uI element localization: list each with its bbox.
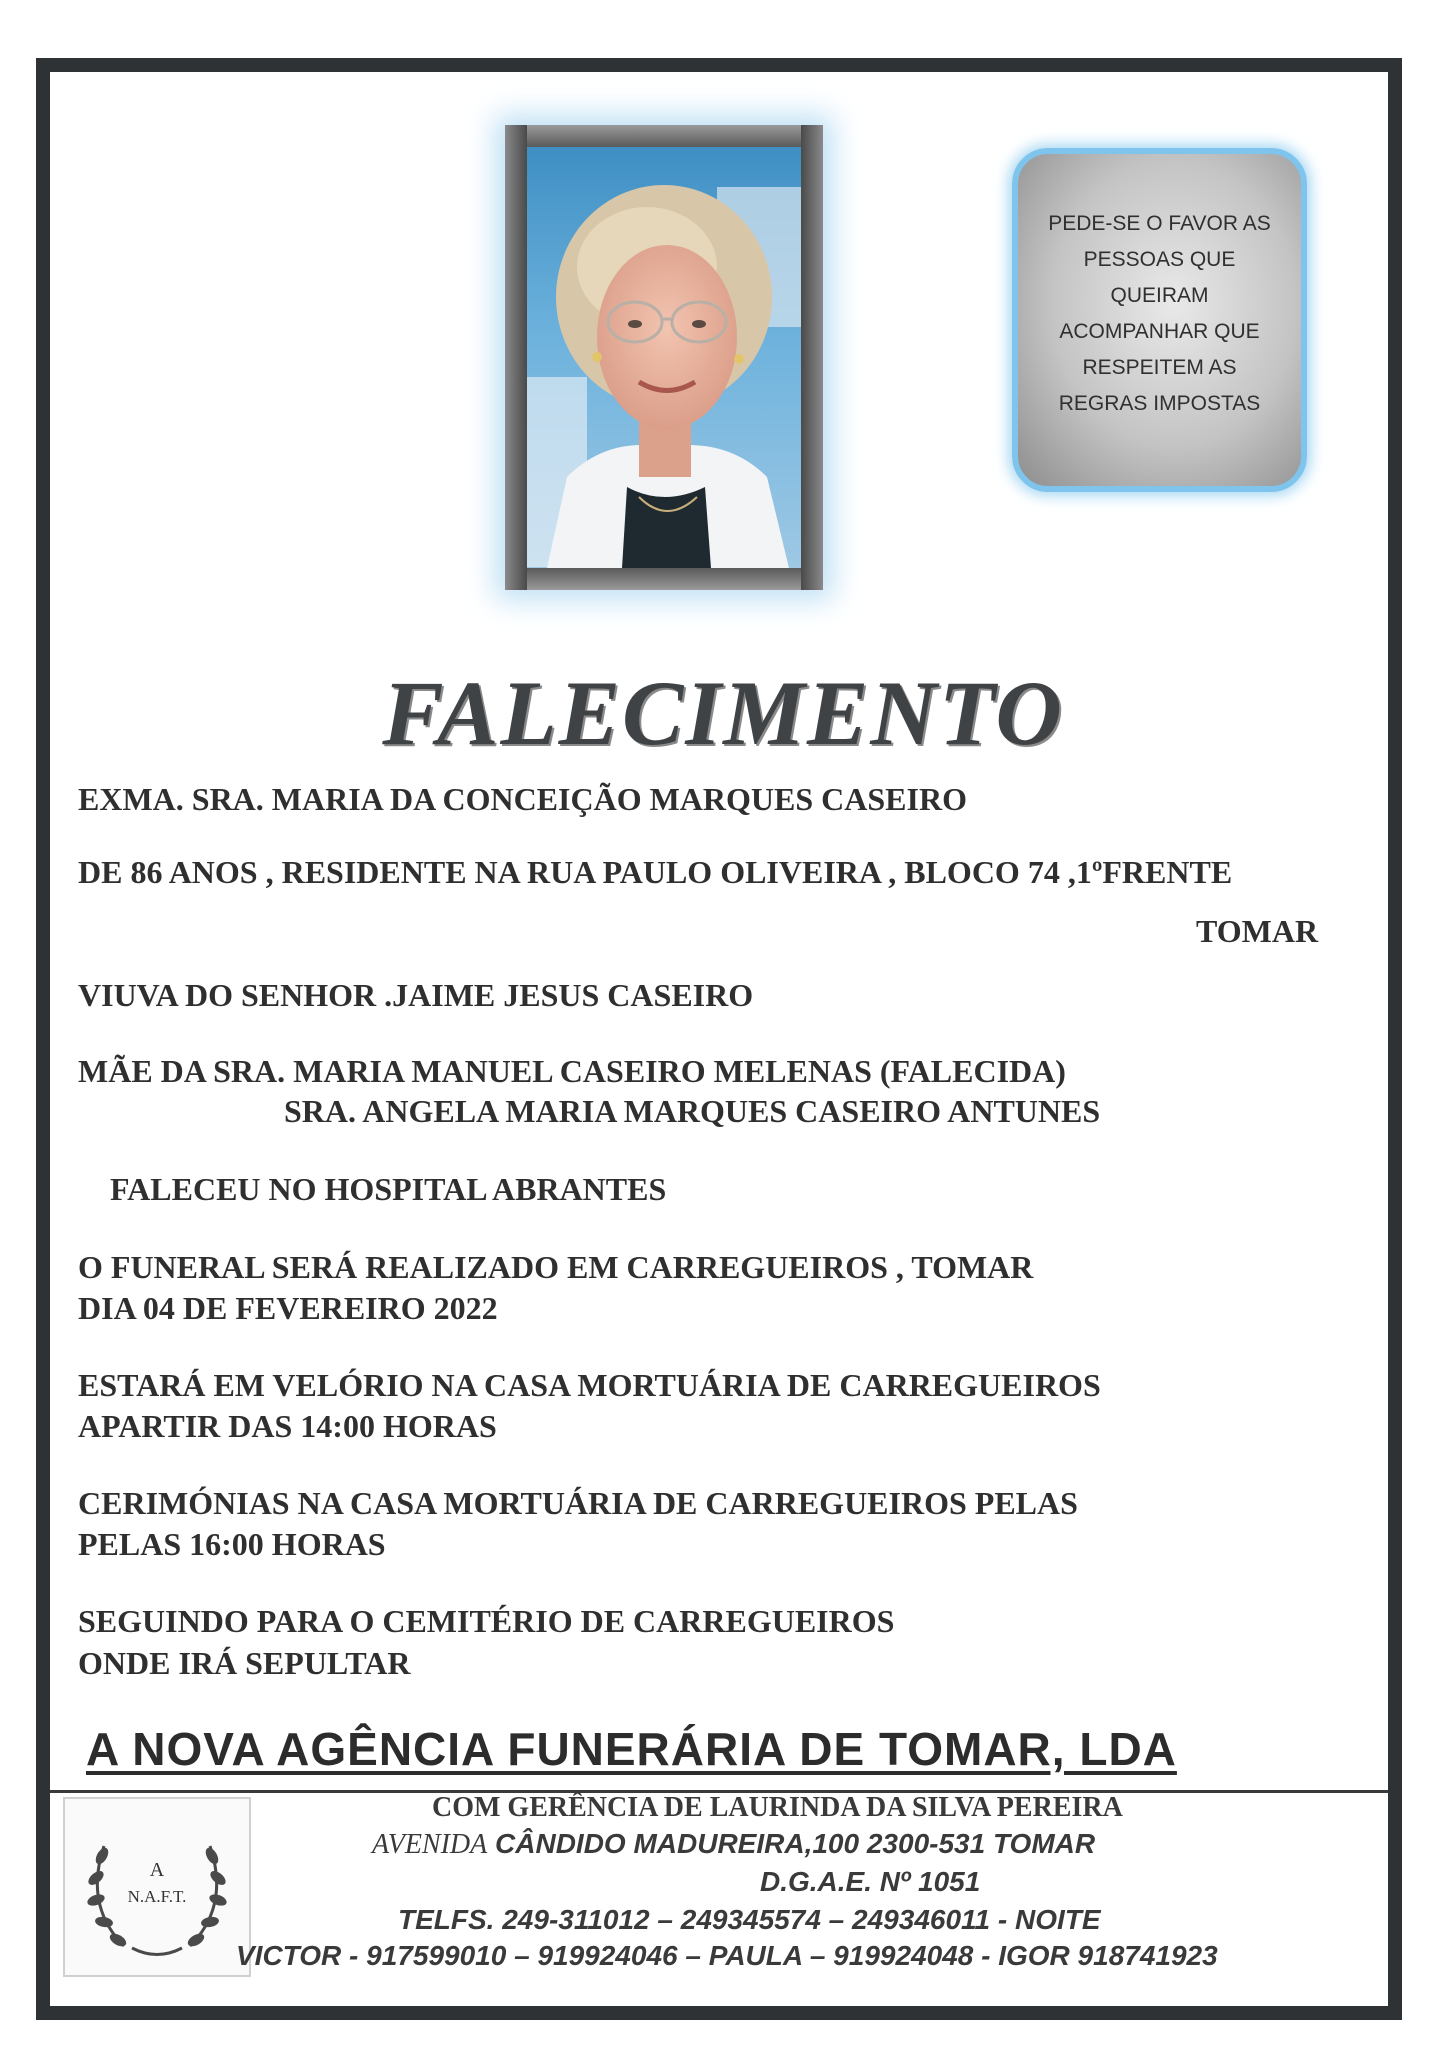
address-text: CÂNDIDO MADUREIRA,100 2300-531 TOMAR (495, 1828, 1096, 1859)
agency-name: A NOVA AGÊNCIA FUNERÁRIA DE TOMAR, LDA (86, 1723, 1177, 1775)
photo-frame-left (505, 125, 527, 590)
ceremony-line-2: PELAS 16:00 HORAS (78, 1526, 386, 1562)
widow-line: VIUVA DO SENHOR .JAIME JESUS CASEIRO (78, 977, 754, 1013)
cemetery-line-2: ONDE IRÁ SEPULTAR (78, 1645, 411, 1681)
agency-logo (62, 1796, 252, 1978)
wake-line-1: ESTARÁ EM VELÓRIO NA CASA MORTUÁRIA DE CARREGUEIROS (78, 1367, 1101, 1403)
notice-line: PESSOAS QUE (1083, 248, 1236, 271)
residence-line: DE 86 ANOS , RESIDENTE NA RUA PAULO OLIVEIRA , BLOCO 74 ,1ºFRENTE (78, 854, 1233, 890)
notice-line: RESPEITEM AS (1082, 356, 1237, 379)
page-title: FALECIMENTO (382, 662, 1064, 764)
notice-line: ACOMPANHAR QUE (1059, 320, 1260, 343)
mother-line-1: MÃE DA SRA. MARIA MANUEL CASEIRO MELENAS (FALECIDA) (78, 1053, 1066, 1089)
address-prefix: AVENIDA (372, 1829, 488, 1860)
photo-frame-bottom (505, 568, 823, 590)
died-line: FALECEU NO HOSPITAL ABRANTES (110, 1171, 667, 1207)
management-line: COM GERÊNCIA DE LAURINDA DA SILVA PEREIRA (432, 1792, 1123, 1823)
photo-frame-top (505, 125, 823, 147)
logo-letter: A (149, 1859, 165, 1881)
portrait-image (527, 147, 801, 568)
town-line: TOMAR (1196, 913, 1319, 949)
contacts-line: VICTOR - 917599010 – 919924046 – PAULA – 919924048 - IGOR 918741923 (236, 1940, 1218, 1971)
address-line (372, 1828, 1095, 1861)
funeral-line-1: O FUNERAL SERÁ REALIZADO EM CARREGUEIROS , TOMAR (78, 1249, 1034, 1285)
wake-line-2: APARTIR DAS 14:00 HORAS (78, 1408, 497, 1444)
phones-line: TELFS. 249-311012 – 249345574 – 249346011 - NOITE (398, 1904, 1101, 1935)
name-line: EXMA. SRA. MARIA DA CONCEIÇÃO MARQUES CASEIRO (78, 781, 967, 817)
logo-text: N.A.F.T. (127, 1887, 187, 1906)
notice-line: REGRAS IMPOSTAS (1058, 392, 1261, 415)
portrait-photo (505, 125, 823, 590)
notice-text (1032, 206, 1287, 422)
cemetery-line-1: SEGUINDO PARA O CEMITÉRIO DE CARREGUEIROS (78, 1603, 895, 1639)
funeral-line-2: DIA 04 DE FEVEREIRO 2022 (78, 1290, 498, 1326)
dgae-line: D.G.A.E. Nº 1051 (760, 1866, 981, 1897)
photo-frame-right (801, 125, 823, 590)
notice-box (1012, 148, 1307, 492)
notice-line: QUEIRAM (1110, 284, 1209, 307)
notice-line: PEDE-SE O FAVOR AS (1048, 212, 1271, 235)
ceremony-line-1: CERIMÓNIAS NA CASA MORTUÁRIA DE CARREGUEIROS PELAS (78, 1485, 1078, 1521)
mother-line-2: SRA. ANGELA MARIA MARQUES CASEIRO ANTUNES (284, 1093, 1101, 1129)
